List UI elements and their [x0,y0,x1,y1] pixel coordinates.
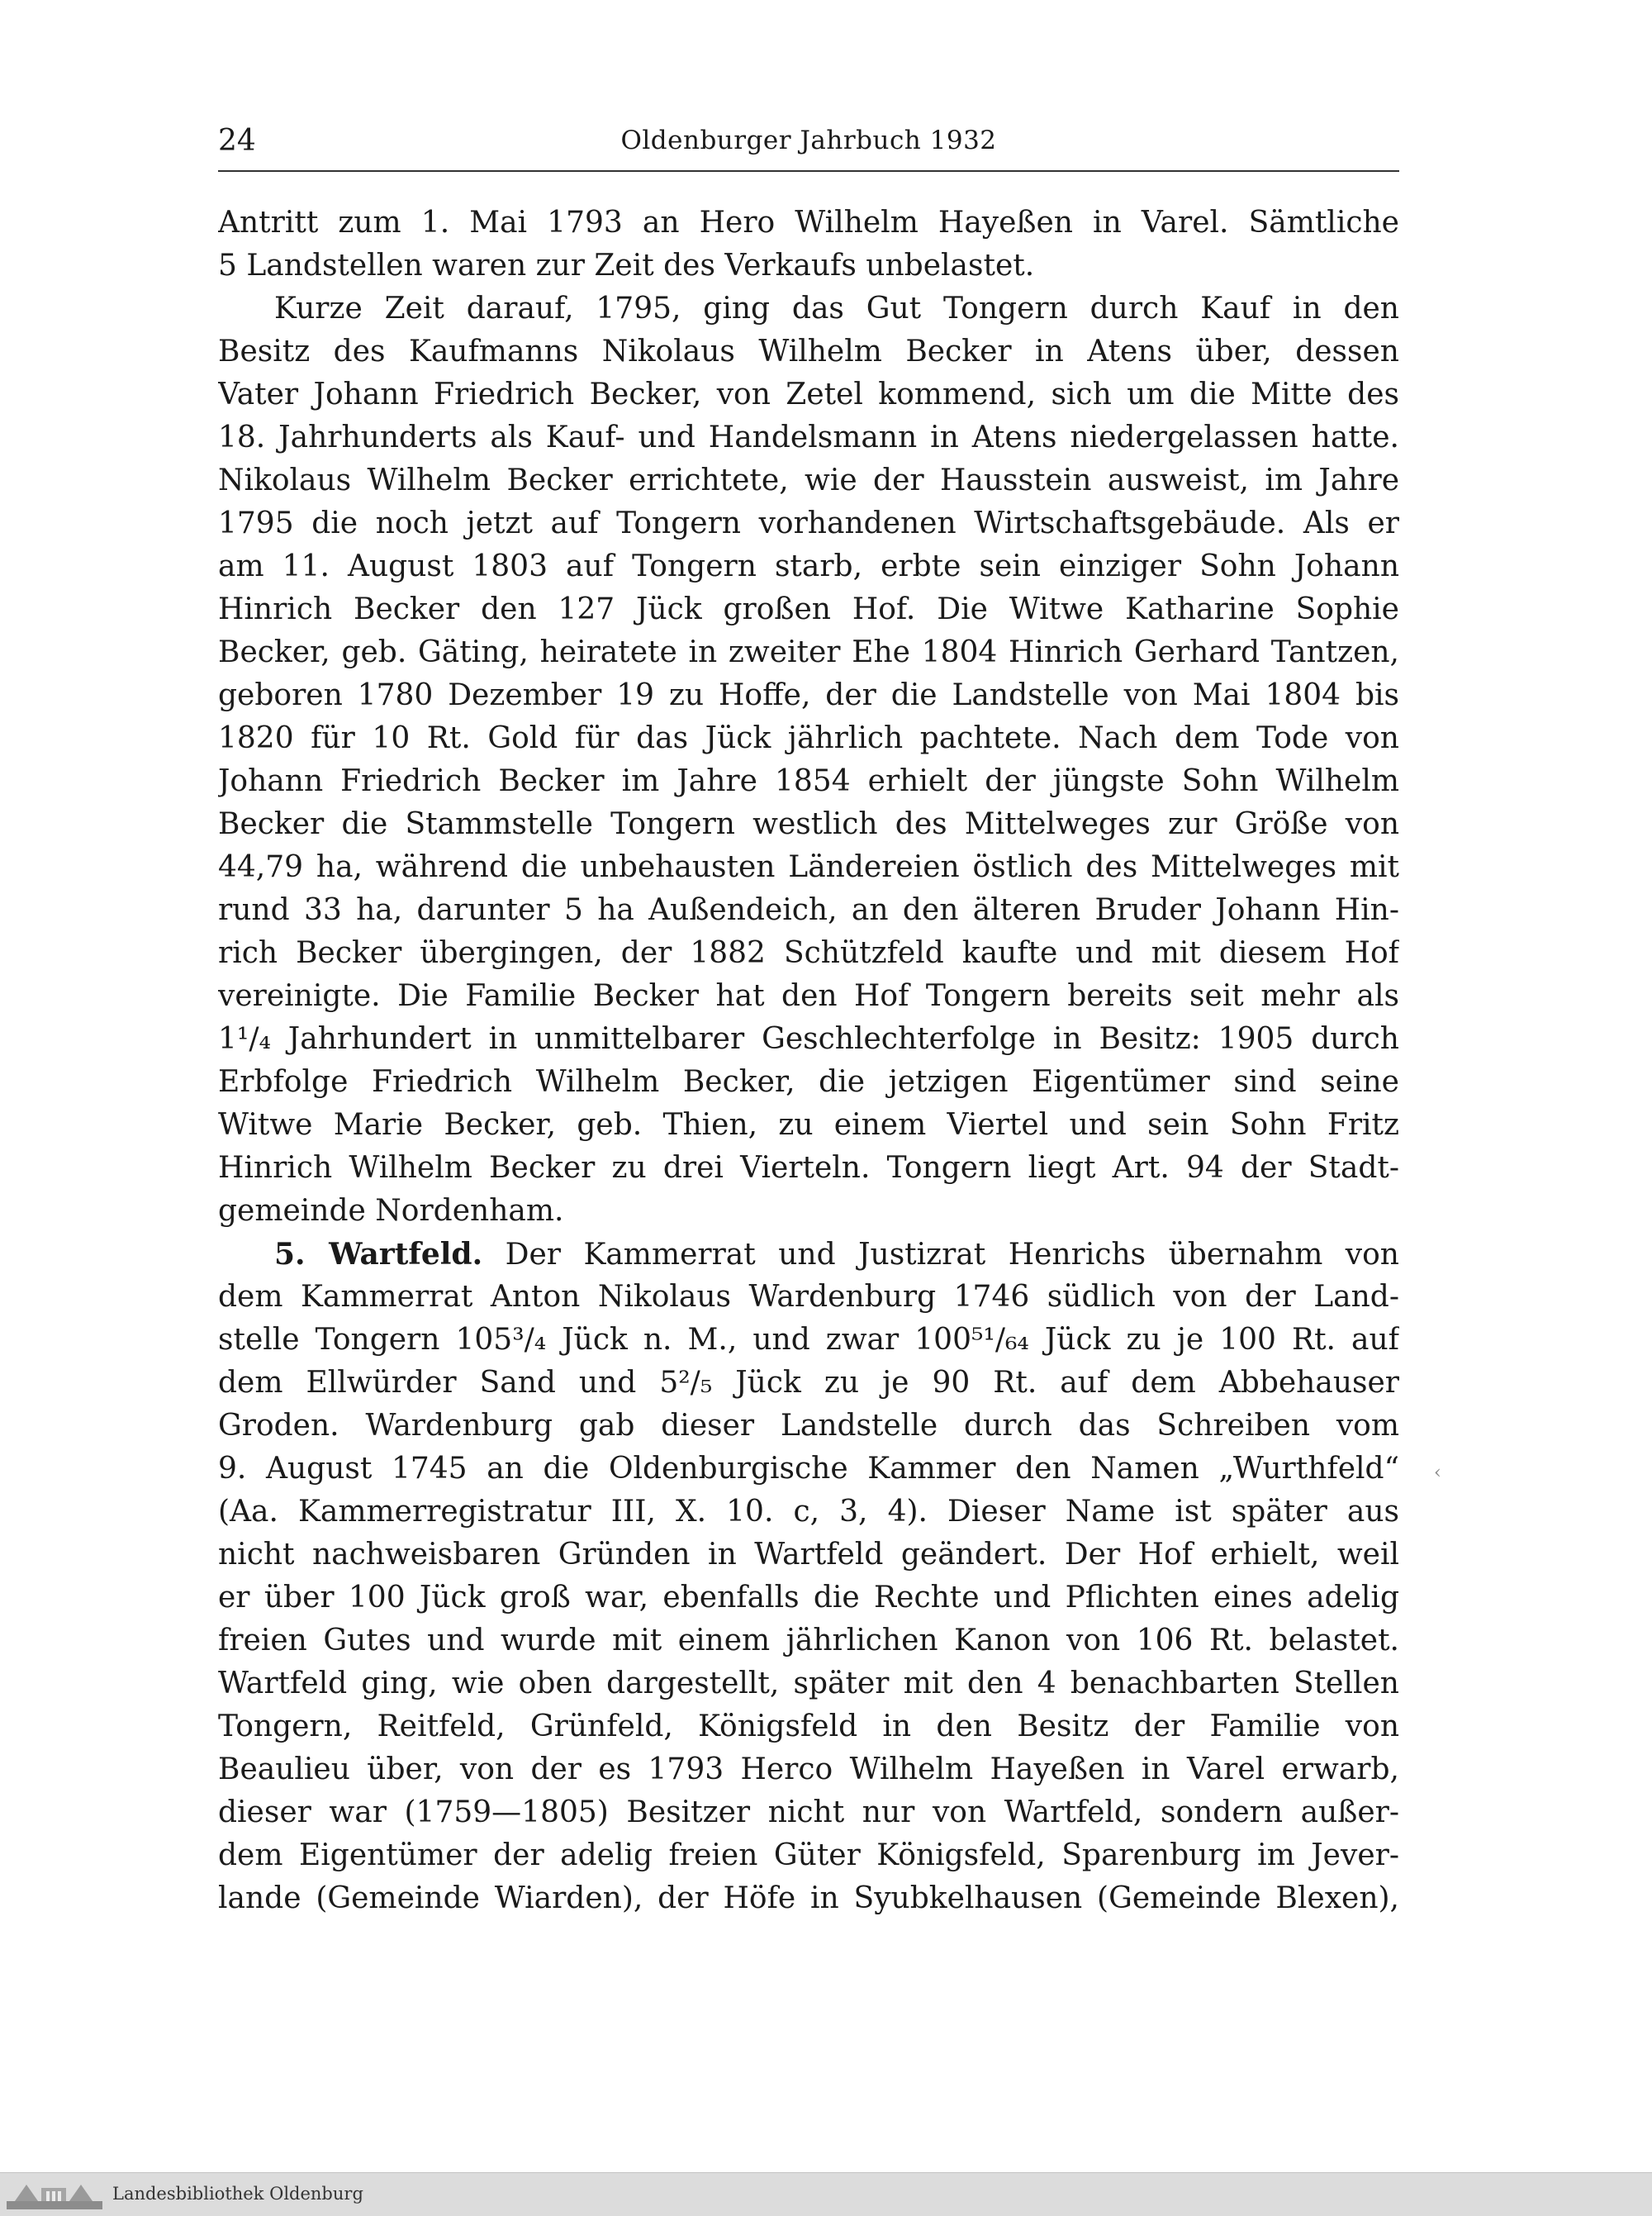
text-line: Nikolaus Wilhelm Becker errichtete, wie der Hausstein ausweist, im Jahre [218,464,1399,497]
text-line: Antritt zum 1. Mai 1793 an Hero Wilhelm Hayeßen in Varel. Sämtliche [218,206,1399,240]
text-line: Wartfeld ging, wie oben dargestellt, später mit den 4 benachbarten Stellen [218,1667,1399,1700]
text-line: Johann Friedrich Becker im Jahre 1854 erhielt der jüngste Sohn Wilhelm [218,764,1399,798]
text-line: 5 Landstellen waren zur Zeit des Verkaufs unbelastet. [218,249,1035,283]
text-line: 1820 für 10 Rt. Gold für das Jück jährlich pachtete. Nach dem Tode von [218,721,1399,755]
text-line: Becker die Stammstelle Tongern westlich des Mittelweges zur Größe von [218,807,1399,841]
body-text [218,202,1399,1920]
text-line: Tongern, Reitfeld, Grünfeld, Königsfeld in den Besitz der Familie von [218,1710,1399,1743]
text-line: Kurze Zeit darauf, 1795, ging das Gut Tongern durch Kauf in den [274,292,1399,326]
page-number: 24 [218,124,256,158]
text-line: 1¹/₄ Jahrhundert in unmittelbarer Geschlechterfolge in Besitz: 1905 durch [218,1022,1399,1056]
text-line: 9. August 1745 an die Oldenburgische Kammer den Namen „Wurthfeld“ [218,1452,1399,1486]
text-line: gemeinde Nordenham. [218,1194,564,1228]
text-line: Besitz des Kaufmanns Nikolaus Wilhelm Becker in Atens über, dessen [218,335,1399,369]
library-building-icon [5,2176,104,2213]
running-title: Oldenburger Jahrbuch 1932 [620,126,997,155]
text-line: Becker, geb. Gäting, heiratete in zweiter Ehe 1804 Hinrich Gerhard Tantzen, [218,635,1399,669]
text-line: dem Ellwürder Sand und 5²/₅ Jück zu je 90 Rt. auf dem Abbehauser [218,1366,1399,1400]
text-line: 18. Jahrhunderts als Kauf- und Handelsmann in Atens niedergelassen hatte. [218,421,1399,454]
text-line: Der Kammerrat und Justizrat Henrichs übernahm von [505,1238,1399,1272]
text-line: Vater Johann Friedrich Becker, von Zetel kommend, sich um die Mitte des [218,378,1399,411]
text-line: am 11. August 1803 auf Tongern starb, erbte sein einziger Sohn Johann [218,549,1399,583]
section-heading: 5. Wartfeld. [274,1237,483,1272]
text-line: nicht nachweisbaren Gründen in Wartfeld geändert. Der Hof erhielt, weil [218,1538,1399,1572]
text-line: rund 33 ha, darunter 5 ha Außendeich, an den älteren Bruder Johann Hin- [218,893,1399,927]
library-name: Landesbibliothek Oldenburg [112,2184,363,2204]
text-line: vereinigte. Die Familie Becker hat den Hof Tongern bereits seit mehr als [218,979,1399,1013]
text-line: lande (Gemeinde Wiarden), der Höfe in Syubkelhausen (Gemeinde Blexen), [218,1881,1399,1915]
text-line: er über 100 Jück groß war, ebenfalls die Rechte und Pflichten eines adelig [218,1581,1399,1614]
text-line: 1795 die noch jetzt auf Tongern vorhandenen Wirtschaftsgebäude. Als er [218,506,1399,540]
text-line: Hinrich Wilhelm Becker zu drei Vierteln. Tongern liegt Art. 94 der Stadt- [218,1151,1399,1185]
text-line: stelle Tongern 105³/₄ Jück n. M., und zwar 100⁵¹/₆₄ Jück zu je 100 Rt. auf [218,1323,1399,1357]
text-line: dieser war (1759—1805) Besitzer nicht nur von Wartfeld, sondern außer- [218,1795,1399,1829]
page-header [218,124,1399,172]
library-footer-bar [0,2172,1652,2216]
text-line: 44,79 ha, während die unbehausten Ländereien östlich des Mittelweges mit [218,850,1399,884]
text-line: Beaulieu über, von der es 1793 Herco Wilhelm Hayeßen in Varel erwarb, [218,1752,1399,1786]
text-line: (Aa. Kammerregistratur III, X. 10. c, 3, 4). Dieser Name ist später aus [218,1495,1399,1529]
text-line: rich Becker übergingen, der 1882 Schützfeld kaufte und mit diesem Hof [218,936,1399,970]
text-line: Erbfolge Friedrich Wilhelm Becker, die jetzigen Eigentümer sind seine [218,1065,1399,1099]
text-line: dem Eigentümer der adelig freien Güter Königsfeld, Sparenburg im Jever- [218,1838,1399,1872]
text-line: Witwe Marie Becker, geb. Thien, zu einem Viertel und sein Sohn Fritz [218,1108,1399,1142]
margin-mark: ‹ [1434,1462,1441,1483]
text-line: dem Kammerrat Anton Nikolaus Wardenburg 1746 südlich von der Land- [218,1280,1399,1314]
text-line: geboren 1780 Dezember 19 zu Hoffe, der die Landstelle von Mai 1804 bis [218,678,1399,712]
section-line [218,1233,1399,1276]
text-line: freien Gutes und wurde mit einem jährlichen Kanon von 106 Rt. belastet. [218,1624,1399,1657]
text-line: Groden. Wardenburg gab dieser Landstelle durch das Schreiben vom [218,1409,1399,1443]
text-line: Hinrich Becker den 127 Jück großen Hof. Die Witwe Katharine Sophie [218,592,1399,626]
